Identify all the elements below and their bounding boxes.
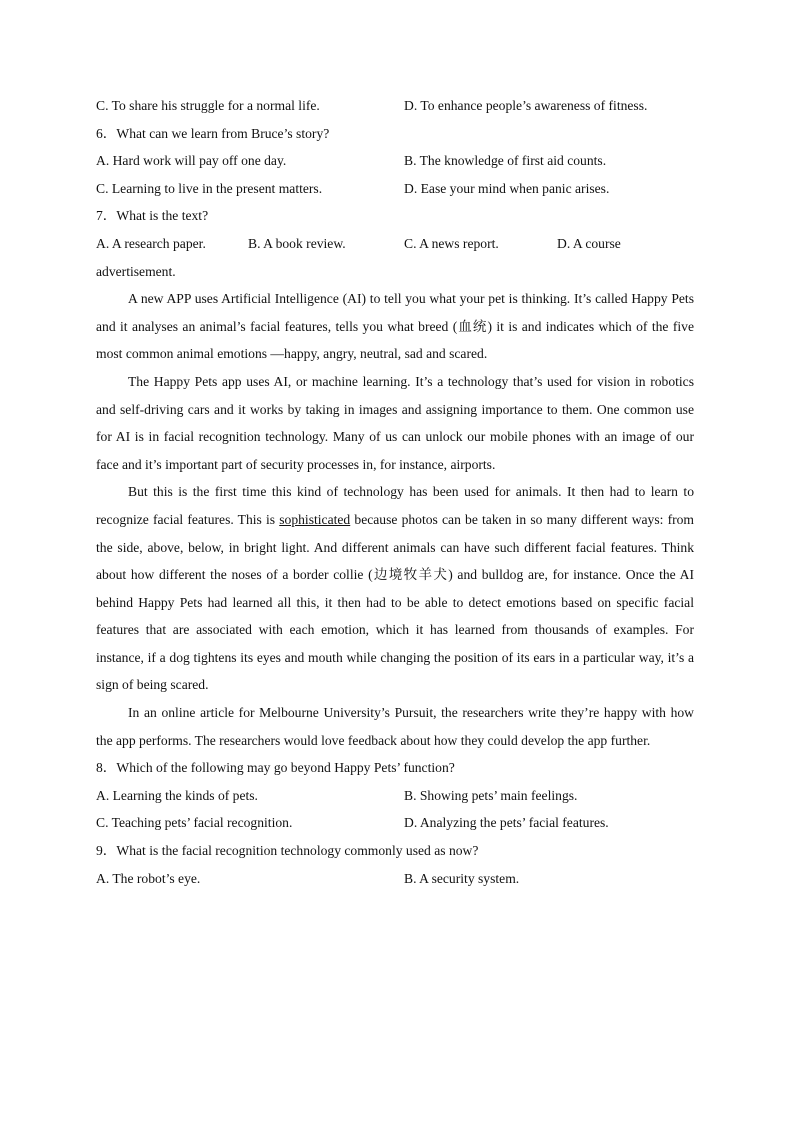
q7-option-d: D. A course [557,235,621,251]
q6-option-a: A. Hard work will pay off one day. [96,153,287,169]
q6-options-ab [96,147,696,175]
p3-text-after: because photos can be taken in so many different ways: from the side, above, below, in bright light. And different animals can have such different facial features. Think about how different the noses of a border collie (边境牧羊犬) and bulldog are, for instance. Once the AI behind Happy Pets had learned all this, it then had to be able to detect emotions based on specific facial features that are associated with each emotion, which it has learned from thousands of examples. For instance, if a dog tightens its eyes and mouth while changing the position of its ears in a particular way, it’s a sign of being scared. [96,511,694,693]
q7-option-a: A. A research paper. [96,235,206,251]
q9-option-a: A. The robot’s eye. [96,870,201,886]
passage-paragraph-1: A new APP uses Artificial Intelligence (AI) to tell you what your pet is thinking. It’s called Happy Pets and it analyses an animal’s facial features, tells you what breed (血统) it is and indicates which of the five most common animal emotions —happy, angry, neutral, sad and scared. [96,291,694,362]
q6-option-c: C. Learning to live in the present matters. [96,180,323,196]
q8-option-b: B. Showing pets’ main feelings. [404,787,578,803]
q8-option-d: D. Analyzing the pets’ facial features. [404,815,609,831]
q6-stem: 6．What can we learn from Bruce’s story? [96,125,330,141]
q9-options-ab [96,865,696,893]
passage-paragraph-3 [96,478,694,699]
q6-options-cd [96,175,696,203]
q6-option-b: B. The knowledge of first aid counts. [404,153,607,169]
q7-option-d-wrap: advertisement. [96,263,176,279]
p3-text-before: But this is the first time this kind of technology has been used for animals. It then had to learn to recognize facial features. This is [96,484,694,527]
exam-page [96,92,696,892]
q8-options-ab [96,782,696,810]
q5-option-c: C. To share his struggle for a normal life. [96,98,320,113]
passage-paragraph-2: The Happy Pets app uses AI, or machine learning. It’s a technology that’s used for vision in robotics and self-driving cars and it works by taking in images and assigning importance to them. One common use for AI is in facial recognition technology. Many of us can unlock our mobile phones with an image of our face and it’s important part of security processes in, for instance, airports. [96,373,694,472]
q8-option-a: A. Learning the kinds of pets. [96,787,258,803]
q7-option-c: C. A news report. [404,235,499,251]
q9-stem: 9．What is the facial recognition technology commonly used as now? [96,843,479,859]
q5-option-d: D. To enhance people’s awareness of fitness. [404,98,648,113]
q5-options-cd [96,92,696,120]
q8-options-cd [96,809,696,837]
q9-option-b: B. A security system. [404,870,520,886]
q6-option-d: D. Ease your mind when panic arises. [404,180,610,196]
q7-stem: 7．What is the text? [96,208,209,224]
q8-option-c: C. Teaching pets’ facial recognition. [96,815,293,831]
passage-paragraph-4: In an online article for Melbourne University’s Pursuit, the researchers write they’re happy with how the app performs. The researchers would love feedback about how they could develop the app further. [96,705,694,748]
q8-stem: 8．Which of the following may go beyond Happy Pets’ function? [96,760,455,776]
q7-options [96,230,696,258]
q7-option-b: B. A book review. [248,235,346,251]
underlined-word: sophisticated [279,511,351,527]
